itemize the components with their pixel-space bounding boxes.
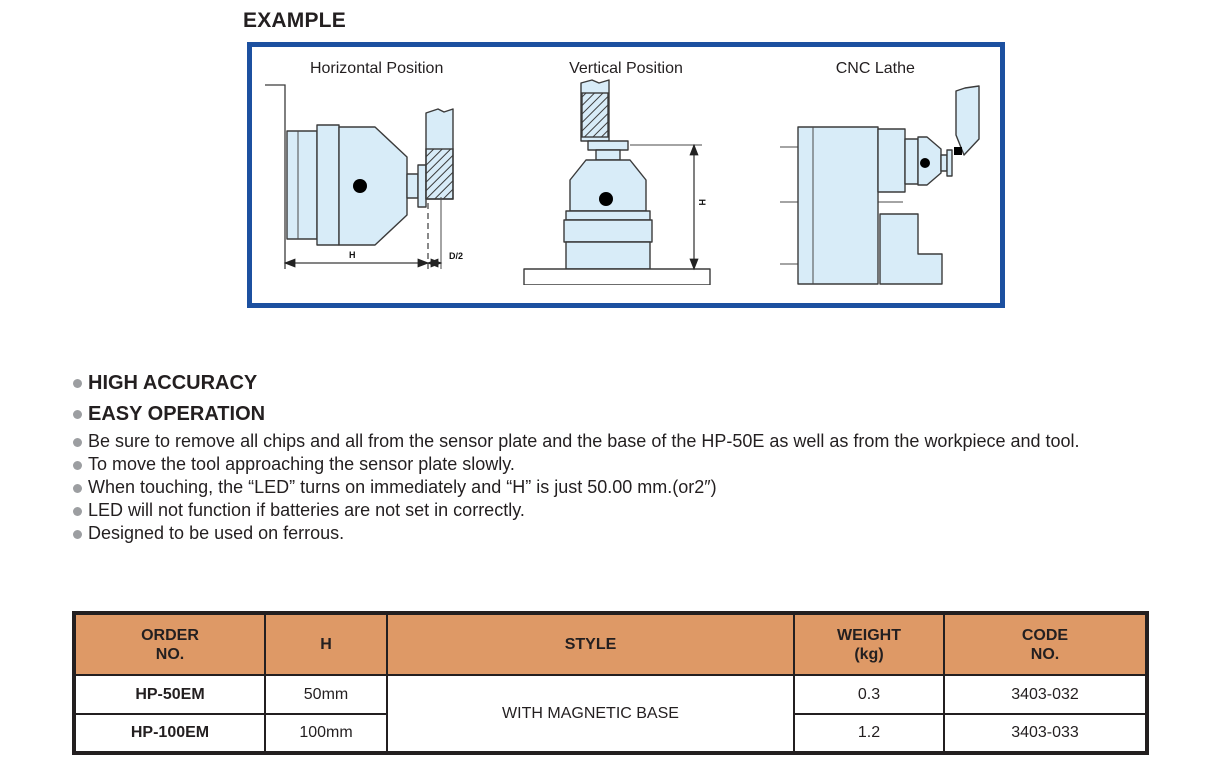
feature-heading-text: HIGH ACCURACY: [88, 372, 258, 394]
feature-heading: [70, 399, 1120, 430]
cell-h: 50mm: [265, 675, 387, 714]
bullet-icon: [73, 438, 82, 447]
cell-h: 100mm: [265, 714, 387, 753]
cnc-lathe-drawing: [755, 79, 995, 285]
bullet-icon: [73, 530, 82, 539]
device-body: [918, 137, 952, 185]
spec-table: [72, 611, 1149, 755]
col-header-code-no: CODE NO.: [944, 613, 1147, 675]
lower-turret-block: [880, 214, 942, 284]
feature-list: [70, 368, 1120, 545]
led-dot: [920, 158, 930, 168]
led-dot: [599, 192, 613, 206]
col-header-h: H: [265, 613, 387, 675]
example-diagram-box: [247, 42, 1005, 308]
bullet-icon: [73, 410, 82, 419]
machine-wall: [265, 85, 285, 269]
led-dot: [353, 179, 367, 193]
table-row: [74, 675, 1147, 714]
bullet-icon: [73, 507, 82, 516]
device-body: [564, 141, 652, 269]
feature-bullet: [70, 453, 1120, 476]
feature-bullet: [70, 430, 1120, 453]
feature-bullet: [70, 476, 1120, 499]
diagram-title: CNC Lathe: [835, 60, 915, 77]
spec-table-header-row: [74, 613, 1147, 675]
diagram-title: Horizontal Position: [309, 60, 444, 77]
sensor-plate: [588, 141, 628, 150]
ground-plate: [524, 269, 710, 285]
cell-style: WITH MAGNETIC BASE: [387, 675, 794, 753]
feature-bullet-text: LED will not function if batteries are not set in correctly.: [88, 500, 525, 520]
cell-code-no: 3403-033: [944, 714, 1147, 753]
cell-order-no: HP-100EM: [74, 714, 265, 753]
sensor-stem: [596, 150, 620, 160]
diagram-cnc-lathe: [751, 60, 1000, 303]
horizontal-position-drawing: [257, 79, 497, 285]
cutting-tool: [426, 109, 453, 199]
device-body: [287, 125, 426, 245]
diagram-title: Vertical Position: [569, 60, 683, 77]
magnetic-base: [566, 242, 650, 269]
sensor-stem: [941, 155, 947, 171]
feature-bullet-text: When touching, the “LED” turns on immediately and “H” is just 50.00 mm.(or2″): [88, 477, 717, 497]
page-title: EXAMPLE: [243, 9, 346, 32]
feature-bullet: [70, 522, 1120, 545]
col-header-style: STYLE: [387, 613, 794, 675]
feature-bullet-text: To move the tool approaching the sensor plate slowly.: [88, 454, 515, 474]
feature-heading-text: EASY OPERATION: [88, 403, 266, 425]
tool-holder: [954, 86, 979, 155]
bullet-icon: [73, 379, 82, 388]
diagram-vertical-position: [501, 60, 750, 303]
cell-code-no: 3403-032: [944, 675, 1147, 714]
dim-label-h: H: [348, 250, 356, 260]
dim-label-d2: D/2: [448, 251, 463, 261]
sensor-plate: [947, 150, 952, 176]
dim-label-h: H: [696, 199, 707, 206]
cutting-tool: [581, 80, 609, 141]
feature-bullet-text: Be sure to remove all chips and all from the sensor plate and the base of the HP-50E as well as from the workpiece and tool.: [88, 431, 1080, 451]
bullet-icon: [73, 484, 82, 493]
cell-order-no: HP-50EM: [74, 675, 265, 714]
feature-heading: [70, 368, 1120, 399]
sensor-plate: [418, 165, 426, 207]
cell-weight: 0.3: [794, 675, 944, 714]
vertical-position-drawing: [506, 79, 746, 285]
cell-weight: 1.2: [794, 714, 944, 753]
diagram-horizontal-position: [252, 60, 501, 303]
col-header-order-no: ORDER NO.: [74, 613, 265, 675]
sensor-stem: [407, 174, 418, 198]
feature-bullet-text: Designed to be used on ferrous.: [88, 523, 345, 543]
tool-tip: [954, 147, 962, 155]
bullet-icon: [73, 461, 82, 470]
feature-bullet: [70, 499, 1120, 522]
col-header-weight: WEIGHT (kg): [794, 613, 944, 675]
